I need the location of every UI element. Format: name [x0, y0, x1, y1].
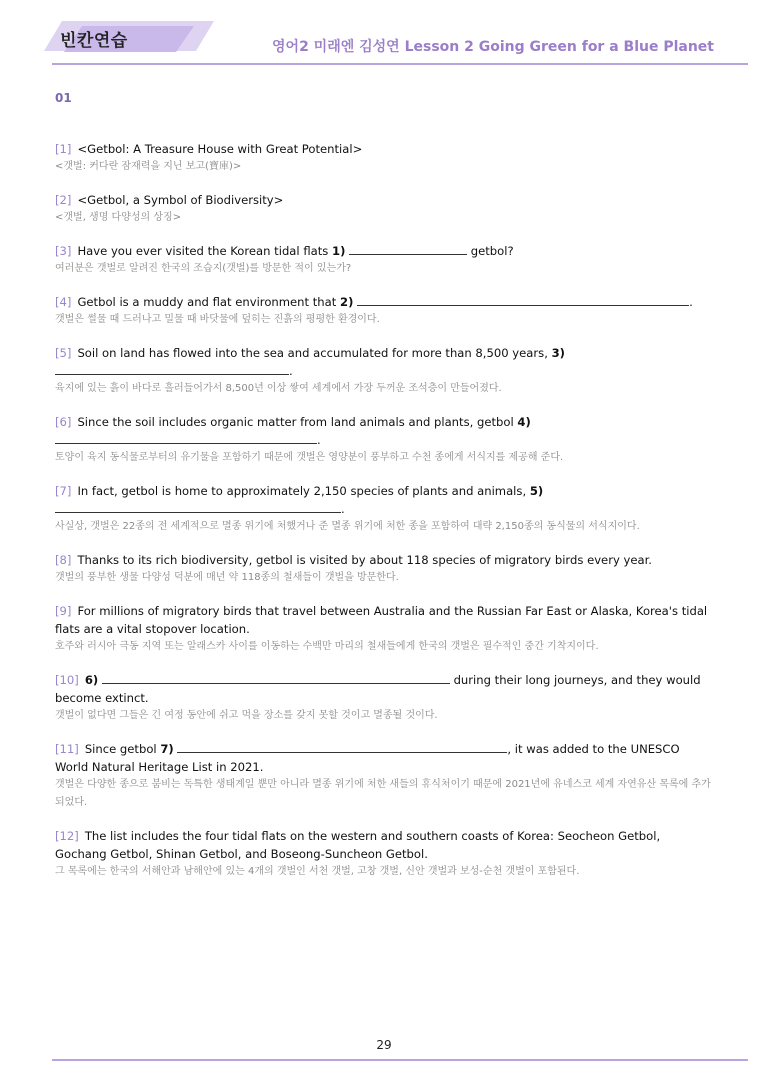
korean-translation: 사실상, 갯벌은 22종의 전 세계적으로 멸종 위기에 처했거나 준 멸종 위기에 처한 종을 포함하여 대략 2,150종의 동식물의 서식지이다.	[55, 521, 640, 532]
page-number: 29	[376, 1038, 392, 1052]
item-marker: [10]	[55, 673, 79, 687]
english-sentence: Thanks to its rich biodiversity, getbol is visited by about 118 species of migratory birds every year.	[77, 553, 652, 567]
korean-translation: 갯벌은 썰물 때 드러나고 밀물 때 바닷물에 덮히는 진흙의 평평한 환경이다.	[55, 314, 380, 325]
list-item	[55, 482, 715, 536]
korean-translation: <갯벌, 생명 다양성의 상징>	[55, 212, 182, 223]
list-item	[55, 551, 715, 587]
english-sentence: In fact, getbol is home to approximately 2,150 species of plants and animals,	[77, 484, 527, 498]
item-marker: [3]	[55, 244, 72, 258]
page-header-title: 영어2 미래엔 김성연 Lesson 2 Going Green for a Blue Planet	[272, 39, 714, 55]
item-marker: [7]	[55, 484, 72, 498]
item-marker: [12]	[55, 829, 79, 843]
english-sentence: Since the soil includes organic matter from land animals and plants, getbol	[77, 415, 514, 429]
footer-divider	[52, 1059, 748, 1061]
blank-number: 5)	[529, 484, 544, 498]
korean-translation: <갯벌: 커다란 잠재력을 지닌 보고(寶庫)>	[55, 161, 242, 172]
item-marker: [11]	[55, 742, 79, 756]
english-sentence: Getbol is a muddy and flat environment that	[77, 295, 337, 309]
korean-translation: 육지에 있는 흙이 바다로 흘러들어가서 8,500년 이상 쌓여 세계에서 가장 두꺼운 조석층이 만들어졌다.	[55, 383, 502, 394]
blank-number: 1)	[332, 244, 346, 258]
answer-blank[interactable]	[55, 500, 341, 513]
blank-number: 2)	[340, 295, 354, 309]
english-sentence-end: during their long journeys, and they would become extinct.	[55, 673, 701, 705]
english-sentence-end: .	[689, 295, 693, 309]
answer-blank[interactable]	[55, 362, 289, 375]
list-item	[55, 293, 715, 329]
korean-translation: 호주와 러시아 극동 지역 또는 알래스카 사이를 이동하는 수백만 마리의 철새들에게 한국의 갯벌은 필수적인 중간 기착지이다.	[55, 641, 599, 652]
list-item	[55, 242, 715, 278]
english-sentence: Have you ever visited the Korean tidal flats	[77, 244, 329, 258]
list-item	[55, 191, 715, 227]
answer-blank[interactable]	[55, 431, 317, 444]
item-marker: [8]	[55, 553, 72, 567]
list-item	[55, 827, 715, 881]
item-marker: [4]	[55, 295, 72, 309]
english-sentence-end: getbol?	[470, 244, 514, 258]
english-sentence: The list includes the four tidal flats on the western and southern coasts of Korea: Seocheon Getbol, Gochang Getbol, Shinan Getbol, and Boseong-Suncheon Getbol.	[55, 829, 661, 861]
korean-translation: 갯벌은 다양한 종으로 붐비는 독특한 생태계일 뿐만 아니라 멸종 위기에 처한 새들의 휴식처이기 때문에 2021년에 유네스코 세계 자연유산 목록에 추가되었다.	[55, 779, 711, 808]
list-item	[55, 140, 715, 176]
answer-blank[interactable]	[177, 740, 507, 753]
english-sentence: For millions of migratory birds that travel between Australia and the Russian Far East or Alaska, Korea's tidal flats are a vital stopover location.	[55, 604, 708, 636]
answer-blank[interactable]	[102, 671, 450, 684]
list-item	[55, 671, 715, 725]
korean-translation: 갯벌이 없다면 그들은 긴 여정 동안에 쉬고 먹을 장소를 갖지 못할 것이고 멸종될 것이다.	[55, 710, 438, 721]
header-divider	[52, 63, 748, 65]
list-item	[55, 740, 715, 812]
list-item	[55, 413, 715, 467]
item-marker: [6]	[55, 415, 72, 429]
english-sentence: <Getbol, a Symbol of Biodiversity>	[77, 193, 284, 207]
korean-translation: 갯벌의 풍부한 생물 다양성 덕분에 매년 약 118종의 철새들이 갯벌을 방문한다.	[55, 572, 399, 583]
korean-translation: 여러분은 갯벌로 알려진 한국의 조습지(갯벌)를 방문한 적이 있는가?	[55, 263, 352, 274]
item-marker: [5]	[55, 346, 72, 360]
english-sentence-end: .	[341, 502, 345, 516]
blank-number: 3)	[551, 346, 565, 360]
blank-number: 6)	[84, 673, 99, 687]
exercise-list	[55, 140, 715, 896]
item-marker: [1]	[55, 142, 72, 156]
korean-translation: 토양이 육지 동식물로부터의 유기물을 포함하기 때문에 갯벌은 영양분이 풍부하고 수천 종에게 서식지를 제공해 준다.	[55, 452, 564, 463]
blank-number: 7)	[160, 742, 174, 756]
english-sentence: Soil on land has flowed into the sea and accumulated for more than 8,500 years,	[77, 346, 548, 360]
blank-number: 4)	[517, 415, 531, 429]
answer-blank[interactable]	[349, 242, 467, 255]
english-sentence: Since getbol	[84, 742, 157, 756]
english-sentence-end: .	[289, 364, 293, 378]
badge-label: 빈칸연습	[60, 31, 128, 51]
korean-translation: 그 목록에는 한국의 서해안과 남해안에 있는 4개의 갯벌인 서천 갯벌, 고창 갯벌, 신안 갯벌과 보성-순천 갯벌이 포함된다.	[55, 866, 580, 877]
english-sentence-end: .	[317, 433, 321, 447]
list-item	[55, 602, 715, 656]
item-marker: [9]	[55, 604, 72, 618]
question-number: 01	[55, 91, 72, 105]
item-marker: [2]	[55, 193, 72, 207]
english-sentence: <Getbol: A Treasure House with Great Potential>	[77, 142, 363, 156]
english-sentence-end: , it was added to the UNESCO World Natural Heritage List in 2021.	[55, 742, 680, 774]
section-badge	[44, 20, 214, 52]
list-item	[55, 344, 715, 398]
answer-blank[interactable]	[357, 293, 689, 306]
